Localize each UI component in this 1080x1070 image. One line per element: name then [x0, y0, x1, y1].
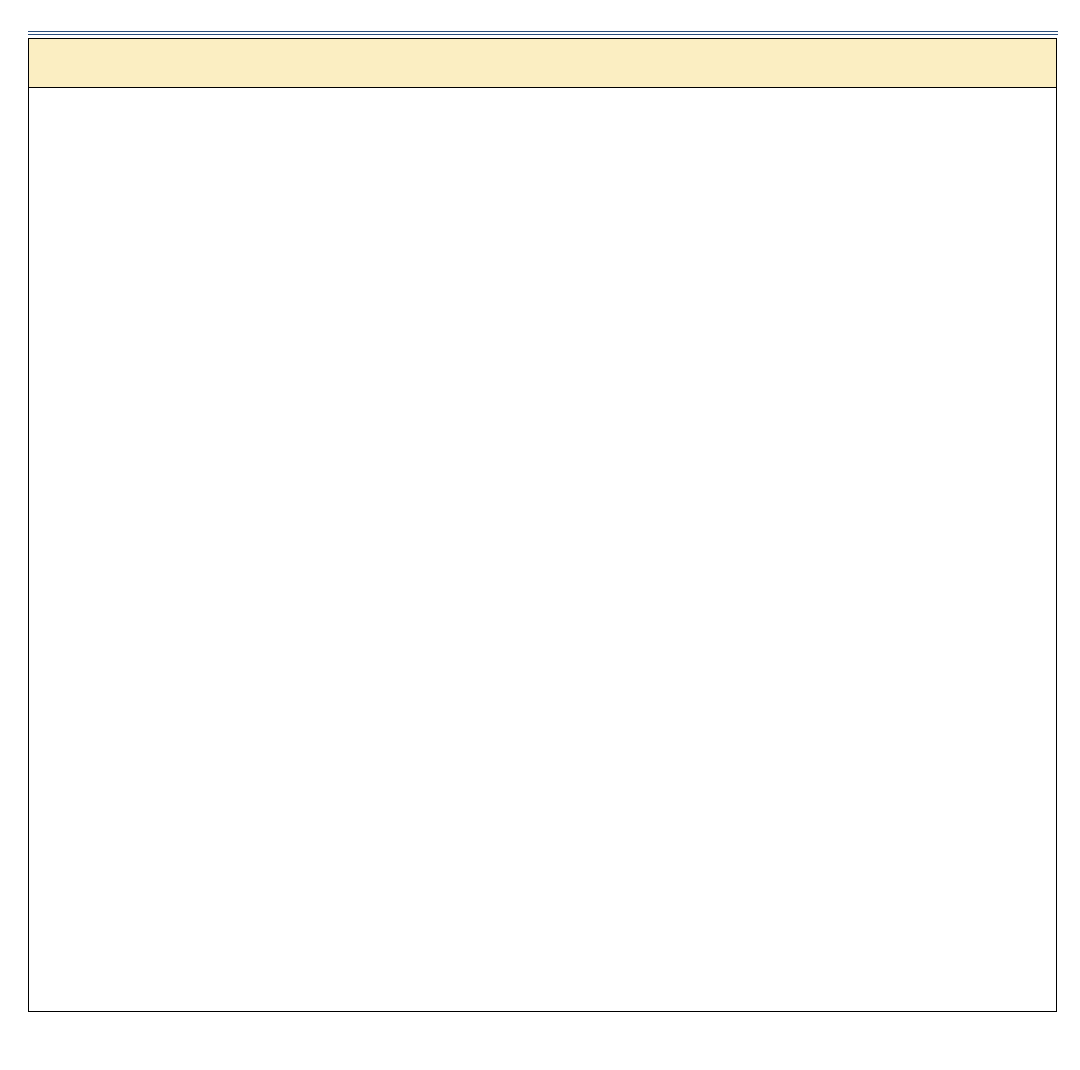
- caption-rule: [28, 31, 1058, 32]
- main-title: [29, 39, 1056, 88]
- monitor-table-frame: [28, 38, 1057, 1012]
- caption-rule-2: [28, 34, 1058, 35]
